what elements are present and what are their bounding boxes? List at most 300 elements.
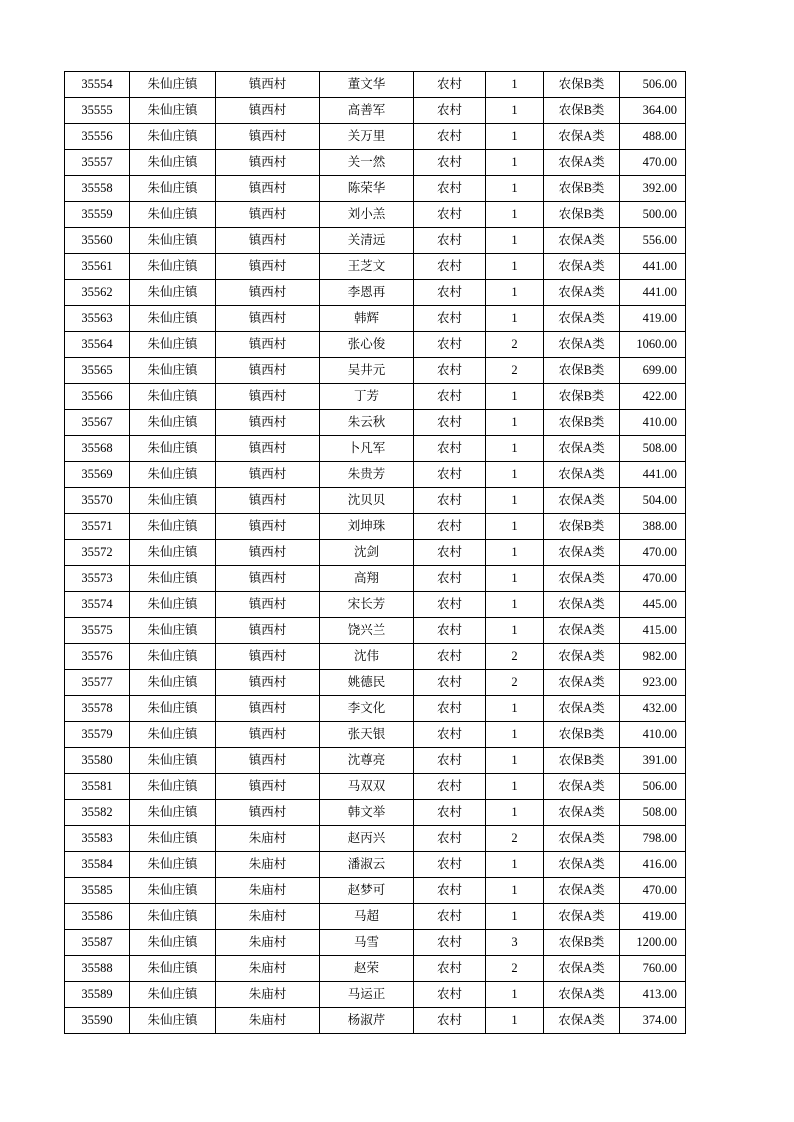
cell-person-name: 马运正	[320, 982, 414, 1008]
cell-person-name: 高善军	[320, 98, 414, 124]
cell-town: 朱仙庄镇	[130, 410, 216, 436]
cell-village: 镇西村	[216, 280, 320, 306]
cell-village: 镇西村	[216, 670, 320, 696]
cell-record-id: 35586	[65, 904, 130, 930]
cell-record-id: 35573	[65, 566, 130, 592]
cell-town: 朱仙庄镇	[130, 202, 216, 228]
cell-residence-type: 农村	[414, 150, 486, 176]
cell-residence-type: 农村	[414, 670, 486, 696]
cell-town: 朱仙庄镇	[130, 956, 216, 982]
cell-person-name: 张天银	[320, 722, 414, 748]
cell-record-id: 35561	[65, 254, 130, 280]
cell-insurance-category: 农保A类	[544, 436, 620, 462]
cell-insurance-category: 农保B类	[544, 722, 620, 748]
cell-amount: 556.00	[620, 228, 686, 254]
cell-residence-type: 农村	[414, 852, 486, 878]
cell-insurance-category: 农保A类	[544, 852, 620, 878]
cell-insurance-category: 农保A类	[544, 280, 620, 306]
cell-person-name: 沈剑	[320, 540, 414, 566]
cell-record-id: 35584	[65, 852, 130, 878]
cell-amount: 413.00	[620, 982, 686, 1008]
cell-village: 朱庙村	[216, 904, 320, 930]
cell-village: 朱庙村	[216, 930, 320, 956]
cell-town: 朱仙庄镇	[130, 358, 216, 384]
cell-town: 朱仙庄镇	[130, 748, 216, 774]
cell-amount: 500.00	[620, 202, 686, 228]
cell-amount: 392.00	[620, 176, 686, 202]
cell-amount: 1200.00	[620, 930, 686, 956]
cell-residence-type: 农村	[414, 826, 486, 852]
cell-residence-type: 农村	[414, 176, 486, 202]
cell-record-id: 35580	[65, 748, 130, 774]
cell-record-id: 35569	[65, 462, 130, 488]
table-row	[65, 332, 686, 358]
cell-person-name: 关万里	[320, 124, 414, 150]
table-row	[65, 800, 686, 826]
cell-person-count: 1	[486, 280, 544, 306]
table-row	[65, 644, 686, 670]
cell-village: 朱庙村	[216, 878, 320, 904]
cell-town: 朱仙庄镇	[130, 462, 216, 488]
cell-village: 镇西村	[216, 436, 320, 462]
cell-residence-type: 农村	[414, 228, 486, 254]
cell-village: 镇西村	[216, 722, 320, 748]
cell-person-name: 马雪	[320, 930, 414, 956]
cell-residence-type: 农村	[414, 618, 486, 644]
cell-insurance-category: 农保B类	[544, 930, 620, 956]
table-row	[65, 696, 686, 722]
table-row	[65, 514, 686, 540]
table-row	[65, 462, 686, 488]
cell-insurance-category: 农保A类	[544, 904, 620, 930]
cell-amount: 798.00	[620, 826, 686, 852]
cell-person-name: 朱贵芳	[320, 462, 414, 488]
cell-amount: 415.00	[620, 618, 686, 644]
cell-town: 朱仙庄镇	[130, 98, 216, 124]
cell-person-name: 马双双	[320, 774, 414, 800]
cell-person-count: 1	[486, 540, 544, 566]
cell-town: 朱仙庄镇	[130, 332, 216, 358]
cell-person-count: 1	[486, 748, 544, 774]
cell-village: 镇西村	[216, 254, 320, 280]
cell-village: 镇西村	[216, 176, 320, 202]
cell-person-count: 1	[486, 228, 544, 254]
cell-village: 镇西村	[216, 98, 320, 124]
cell-amount: 699.00	[620, 358, 686, 384]
benefit-records-table	[64, 71, 686, 1034]
cell-person-count: 1	[486, 514, 544, 540]
cell-residence-type: 农村	[414, 878, 486, 904]
cell-amount: 441.00	[620, 254, 686, 280]
cell-person-name: 沈伟	[320, 644, 414, 670]
table-row	[65, 72, 686, 98]
cell-record-id: 35566	[65, 384, 130, 410]
cell-person-count: 1	[486, 566, 544, 592]
cell-person-count: 2	[486, 332, 544, 358]
cell-record-id: 35577	[65, 670, 130, 696]
cell-village: 朱庙村	[216, 982, 320, 1008]
cell-amount: 374.00	[620, 1008, 686, 1034]
cell-insurance-category: 农保A类	[544, 644, 620, 670]
cell-village: 镇西村	[216, 644, 320, 670]
cell-person-name: 李文化	[320, 696, 414, 722]
cell-record-id: 35562	[65, 280, 130, 306]
cell-person-count: 1	[486, 904, 544, 930]
cell-amount: 422.00	[620, 384, 686, 410]
cell-record-id: 35560	[65, 228, 130, 254]
cell-town: 朱仙庄镇	[130, 592, 216, 618]
table-row	[65, 618, 686, 644]
cell-amount: 441.00	[620, 280, 686, 306]
cell-town: 朱仙庄镇	[130, 696, 216, 722]
cell-record-id: 35555	[65, 98, 130, 124]
cell-insurance-category: 农保A类	[544, 228, 620, 254]
cell-residence-type: 农村	[414, 514, 486, 540]
cell-person-count: 1	[486, 384, 544, 410]
cell-insurance-category: 农保A类	[544, 826, 620, 852]
cell-person-name: 沈贝贝	[320, 488, 414, 514]
table-row	[65, 826, 686, 852]
cell-residence-type: 农村	[414, 462, 486, 488]
cell-town: 朱仙庄镇	[130, 904, 216, 930]
cell-record-id: 35557	[65, 150, 130, 176]
cell-amount: 982.00	[620, 644, 686, 670]
cell-amount: 416.00	[620, 852, 686, 878]
cell-record-id: 35559	[65, 202, 130, 228]
cell-residence-type: 农村	[414, 384, 486, 410]
cell-insurance-category: 农保A类	[544, 124, 620, 150]
cell-village: 朱庙村	[216, 852, 320, 878]
cell-residence-type: 农村	[414, 202, 486, 228]
cell-town: 朱仙庄镇	[130, 774, 216, 800]
table-row	[65, 878, 686, 904]
cell-insurance-category: 农保B类	[544, 514, 620, 540]
cell-village: 镇西村	[216, 124, 320, 150]
table-row	[65, 748, 686, 774]
cell-person-name: 吴井元	[320, 358, 414, 384]
table-row	[65, 228, 686, 254]
cell-amount: 488.00	[620, 124, 686, 150]
cell-village: 镇西村	[216, 748, 320, 774]
cell-insurance-category: 农保A类	[544, 696, 620, 722]
cell-record-id: 35588	[65, 956, 130, 982]
cell-town: 朱仙庄镇	[130, 384, 216, 410]
cell-amount: 506.00	[620, 774, 686, 800]
cell-person-count: 1	[486, 618, 544, 644]
cell-town: 朱仙庄镇	[130, 150, 216, 176]
table-row	[65, 904, 686, 930]
cell-insurance-category: 农保A类	[544, 332, 620, 358]
cell-village: 朱庙村	[216, 956, 320, 982]
cell-insurance-category: 农保A类	[544, 540, 620, 566]
cell-town: 朱仙庄镇	[130, 72, 216, 98]
cell-person-name: 关一然	[320, 150, 414, 176]
cell-person-count: 1	[486, 852, 544, 878]
cell-amount: 391.00	[620, 748, 686, 774]
cell-town: 朱仙庄镇	[130, 670, 216, 696]
cell-village: 镇西村	[216, 410, 320, 436]
cell-person-name: 赵丙兴	[320, 826, 414, 852]
cell-person-count: 2	[486, 956, 544, 982]
cell-insurance-category: 农保A类	[544, 566, 620, 592]
cell-insurance-category: 农保A类	[544, 592, 620, 618]
cell-person-count: 1	[486, 124, 544, 150]
cell-residence-type: 农村	[414, 696, 486, 722]
cell-town: 朱仙庄镇	[130, 306, 216, 332]
cell-amount: 419.00	[620, 904, 686, 930]
cell-town: 朱仙庄镇	[130, 852, 216, 878]
cell-person-name: 韩文举	[320, 800, 414, 826]
cell-village: 镇西村	[216, 150, 320, 176]
cell-insurance-category: 农保A类	[544, 982, 620, 1008]
cell-village: 镇西村	[216, 488, 320, 514]
table-row	[65, 202, 686, 228]
table-row	[65, 358, 686, 384]
cell-record-id: 35579	[65, 722, 130, 748]
cell-residence-type: 农村	[414, 982, 486, 1008]
cell-insurance-category: 农保B类	[544, 410, 620, 436]
cell-record-id: 35576	[65, 644, 130, 670]
cell-person-name: 赵梦可	[320, 878, 414, 904]
cell-town: 朱仙庄镇	[130, 228, 216, 254]
table-row	[65, 176, 686, 202]
cell-person-name: 刘小羔	[320, 202, 414, 228]
table-row	[65, 956, 686, 982]
cell-record-id: 35578	[65, 696, 130, 722]
table-row	[65, 1008, 686, 1034]
cell-person-count: 1	[486, 150, 544, 176]
cell-residence-type: 农村	[414, 774, 486, 800]
cell-person-count: 1	[486, 72, 544, 98]
cell-insurance-category: 农保A类	[544, 800, 620, 826]
cell-insurance-category: 农保B类	[544, 176, 620, 202]
cell-insurance-category: 农保A类	[544, 956, 620, 982]
cell-amount: 388.00	[620, 514, 686, 540]
cell-residence-type: 农村	[414, 644, 486, 670]
cell-residence-type: 农村	[414, 98, 486, 124]
cell-insurance-category: 农保A类	[544, 488, 620, 514]
cell-village: 镇西村	[216, 618, 320, 644]
cell-record-id: 35575	[65, 618, 130, 644]
cell-residence-type: 农村	[414, 748, 486, 774]
cell-amount: 760.00	[620, 956, 686, 982]
table-row	[65, 436, 686, 462]
cell-insurance-category: 农保A类	[544, 618, 620, 644]
cell-record-id: 35590	[65, 1008, 130, 1034]
cell-record-id: 35568	[65, 436, 130, 462]
cell-person-count: 1	[486, 306, 544, 332]
cell-record-id: 35583	[65, 826, 130, 852]
cell-town: 朱仙庄镇	[130, 514, 216, 540]
cell-residence-type: 农村	[414, 722, 486, 748]
cell-record-id: 35554	[65, 72, 130, 98]
cell-residence-type: 农村	[414, 800, 486, 826]
cell-village: 镇西村	[216, 462, 320, 488]
cell-person-name: 韩辉	[320, 306, 414, 332]
cell-person-name: 卜凡军	[320, 436, 414, 462]
cell-person-name: 马超	[320, 904, 414, 930]
cell-record-id: 35585	[65, 878, 130, 904]
cell-insurance-category: 农保A类	[544, 462, 620, 488]
cell-person-name: 饶兴兰	[320, 618, 414, 644]
cell-residence-type: 农村	[414, 280, 486, 306]
cell-person-count: 3	[486, 930, 544, 956]
cell-village: 镇西村	[216, 514, 320, 540]
cell-town: 朱仙庄镇	[130, 878, 216, 904]
cell-village: 镇西村	[216, 384, 320, 410]
cell-residence-type: 农村	[414, 930, 486, 956]
cell-record-id: 35563	[65, 306, 130, 332]
cell-insurance-category: 农保B类	[544, 358, 620, 384]
cell-amount: 410.00	[620, 722, 686, 748]
cell-person-count: 1	[486, 774, 544, 800]
cell-town: 朱仙庄镇	[130, 566, 216, 592]
cell-record-id: 35558	[65, 176, 130, 202]
table-row	[65, 982, 686, 1008]
cell-insurance-category: 农保B类	[544, 202, 620, 228]
cell-person-count: 2	[486, 670, 544, 696]
cell-residence-type: 农村	[414, 904, 486, 930]
cell-person-name: 宋长芳	[320, 592, 414, 618]
cell-amount: 504.00	[620, 488, 686, 514]
cell-residence-type: 农村	[414, 592, 486, 618]
cell-record-id: 35571	[65, 514, 130, 540]
cell-amount: 506.00	[620, 72, 686, 98]
cell-insurance-category: 农保B类	[544, 72, 620, 98]
cell-person-count: 1	[486, 722, 544, 748]
cell-village: 镇西村	[216, 592, 320, 618]
cell-amount: 432.00	[620, 696, 686, 722]
cell-person-count: 1	[486, 982, 544, 1008]
cell-residence-type: 农村	[414, 332, 486, 358]
table-row	[65, 280, 686, 306]
cell-insurance-category: 农保B类	[544, 748, 620, 774]
cell-record-id: 35570	[65, 488, 130, 514]
cell-town: 朱仙庄镇	[130, 1008, 216, 1034]
cell-record-id: 35556	[65, 124, 130, 150]
cell-amount: 410.00	[620, 410, 686, 436]
cell-record-id: 35587	[65, 930, 130, 956]
cell-town: 朱仙庄镇	[130, 618, 216, 644]
table-body	[65, 72, 686, 1034]
cell-town: 朱仙庄镇	[130, 436, 216, 462]
cell-person-name: 陈荣华	[320, 176, 414, 202]
table-row	[65, 540, 686, 566]
cell-insurance-category: 农保A类	[544, 306, 620, 332]
table-row	[65, 566, 686, 592]
cell-village: 镇西村	[216, 540, 320, 566]
cell-person-count: 1	[486, 696, 544, 722]
cell-record-id: 35582	[65, 800, 130, 826]
cell-insurance-category: 农保A类	[544, 254, 620, 280]
cell-person-name: 王芝文	[320, 254, 414, 280]
cell-village: 镇西村	[216, 566, 320, 592]
cell-insurance-category: 农保A类	[544, 670, 620, 696]
table-row	[65, 98, 686, 124]
cell-record-id: 35564	[65, 332, 130, 358]
cell-person-name: 高翔	[320, 566, 414, 592]
cell-person-count: 1	[486, 800, 544, 826]
table-row	[65, 254, 686, 280]
cell-amount: 445.00	[620, 592, 686, 618]
cell-town: 朱仙庄镇	[130, 488, 216, 514]
table-row	[65, 124, 686, 150]
cell-town: 朱仙庄镇	[130, 176, 216, 202]
cell-amount: 470.00	[620, 566, 686, 592]
cell-village: 镇西村	[216, 332, 320, 358]
cell-person-count: 1	[486, 436, 544, 462]
table-row	[65, 852, 686, 878]
cell-person-name: 丁芳	[320, 384, 414, 410]
cell-record-id: 35589	[65, 982, 130, 1008]
cell-town: 朱仙庄镇	[130, 644, 216, 670]
cell-village: 镇西村	[216, 696, 320, 722]
cell-person-name: 沈尊亮	[320, 748, 414, 774]
cell-person-count: 1	[486, 254, 544, 280]
cell-person-name: 赵荣	[320, 956, 414, 982]
cell-town: 朱仙庄镇	[130, 280, 216, 306]
cell-person-name: 张心俊	[320, 332, 414, 358]
cell-record-id: 35574	[65, 592, 130, 618]
cell-town: 朱仙庄镇	[130, 124, 216, 150]
cell-town: 朱仙庄镇	[130, 930, 216, 956]
cell-amount: 508.00	[620, 436, 686, 462]
table-row	[65, 306, 686, 332]
cell-record-id: 35581	[65, 774, 130, 800]
table-row	[65, 670, 686, 696]
cell-person-count: 1	[486, 410, 544, 436]
cell-town: 朱仙庄镇	[130, 826, 216, 852]
cell-person-count: 1	[486, 592, 544, 618]
cell-person-name: 姚德民	[320, 670, 414, 696]
cell-residence-type: 农村	[414, 358, 486, 384]
cell-amount: 470.00	[620, 150, 686, 176]
cell-person-name: 朱云秋	[320, 410, 414, 436]
cell-person-count: 1	[486, 488, 544, 514]
cell-village: 镇西村	[216, 72, 320, 98]
cell-record-id: 35567	[65, 410, 130, 436]
cell-amount: 470.00	[620, 540, 686, 566]
cell-residence-type: 农村	[414, 488, 486, 514]
cell-insurance-category: 农保A类	[544, 878, 620, 904]
cell-town: 朱仙庄镇	[130, 254, 216, 280]
cell-village: 朱庙村	[216, 826, 320, 852]
cell-village: 朱庙村	[216, 1008, 320, 1034]
cell-person-count: 1	[486, 98, 544, 124]
cell-amount: 419.00	[620, 306, 686, 332]
cell-person-name: 董文华	[320, 72, 414, 98]
table-row	[65, 774, 686, 800]
cell-residence-type: 农村	[414, 436, 486, 462]
table-row	[65, 722, 686, 748]
cell-person-name: 关清远	[320, 228, 414, 254]
cell-person-count: 2	[486, 644, 544, 670]
cell-residence-type: 农村	[414, 254, 486, 280]
cell-person-count: 1	[486, 176, 544, 202]
cell-person-count: 1	[486, 202, 544, 228]
cell-person-name: 李恩再	[320, 280, 414, 306]
cell-insurance-category: 农保B类	[544, 98, 620, 124]
table-row	[65, 592, 686, 618]
cell-town: 朱仙庄镇	[130, 540, 216, 566]
table-row	[65, 150, 686, 176]
cell-residence-type: 农村	[414, 306, 486, 332]
cell-residence-type: 农村	[414, 1008, 486, 1034]
table-row	[65, 488, 686, 514]
cell-residence-type: 农村	[414, 566, 486, 592]
cell-insurance-category: 农保A类	[544, 1008, 620, 1034]
cell-person-count: 2	[486, 826, 544, 852]
